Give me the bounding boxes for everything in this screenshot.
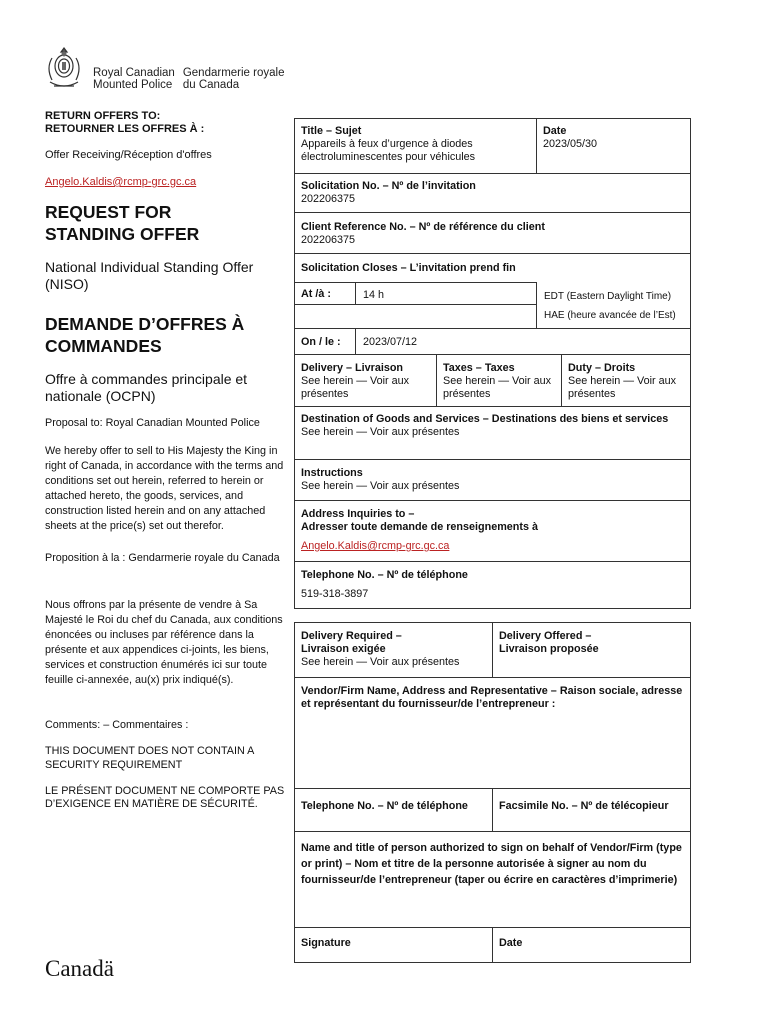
date-value: 2023/05/30 (543, 138, 598, 150)
client-ref-label: Client Reference No. – Nº de référence du client (301, 221, 545, 233)
delivery-offered-label-line1: Delivery Offered – (499, 630, 592, 642)
telephone-field (295, 566, 689, 604)
comments-label: Comments: – Commentaires : (45, 719, 189, 731)
delivery-offered-field[interactable] (493, 627, 689, 659)
destination-label: Destination of Goods and Services – Destinations des biens et services (301, 413, 669, 425)
solicitation-field (295, 177, 689, 209)
title-value-line2: électroluminescentes pour véhicules (301, 151, 476, 163)
vendor-telephone-field[interactable]: Telephone No. – Nº de téléphone (301, 800, 468, 812)
inquiries-field (295, 505, 689, 556)
on-label: On / le : (301, 336, 341, 348)
timezone-en: EDT (Eastern Daylight Time) (544, 291, 672, 302)
ocpn-line2: nationale (OCPN) (45, 388, 156, 404)
solicitation-value: 202206375 (301, 193, 356, 205)
timezone-fr: HAE (heure avancée de l’Est) (544, 310, 676, 321)
date-field (537, 122, 687, 154)
offer-text-en: We hereby offer to sell to His Majesty the King in right of Canada, in accordance with the terms and conditions set out herein, referred to herein or attached hereto, the goods, services, and construction listed herein and on any attached sheets at the price(s) set out therefor. (45, 445, 284, 532)
instructions-value: See herein — Voir aux présentes (301, 480, 460, 492)
signature-field[interactable]: Signature (301, 937, 351, 949)
taxes-label: Taxes – Taxes (443, 362, 515, 374)
title-en (45, 201, 285, 245)
inquiries-label-line1: Address Inquiries to – (301, 508, 415, 520)
proposal-fr: Proposition à la : Gendarmerie royale du Canada (45, 552, 280, 564)
delivery-required-label1: Delivery Required – (301, 630, 402, 642)
delivery-required-field (295, 627, 491, 672)
return-offers-fr: RETOURNER LES OFFRES À : (45, 122, 205, 135)
security-fr: LE PRÉSENT DOCUMENT NE COMPORTE PAS D’EXIGENCE EN MATIÈRE DE SÉCURITÉ. (45, 785, 285, 810)
instructions-label: Instructions (301, 467, 363, 479)
duty-field (562, 359, 690, 404)
rcmp-crest-icon (44, 44, 84, 90)
client-ref-field (295, 218, 689, 250)
destination-field (295, 410, 689, 442)
niso-label (45, 259, 285, 293)
title-label: Title – Sujet (301, 125, 362, 137)
telephone-value: 519-318-3897 (301, 588, 369, 600)
inquiries-label-line2: Adresser toute demande de renseignements à (301, 521, 539, 533)
title-fr-line2: COMMANDES (45, 336, 162, 356)
instructions-field (295, 464, 689, 496)
ocpn-line1: Offre à commandes principale et (45, 371, 248, 387)
title-fr (45, 313, 285, 357)
at-label: At /à : (301, 288, 331, 300)
org-name-fr-line2: du Canada (182, 79, 240, 91)
org-name-en-line1: Royal Canadian (93, 67, 175, 79)
delivery-field (295, 359, 435, 404)
offer-receiving: Offer Receiving/Réception d'offres (45, 149, 212, 161)
destination-value: See herein — Voir aux présentes (301, 426, 460, 438)
org-name-fr-line1: Gendarmerie royale (182, 67, 285, 79)
duty-label: Duty – Droits (568, 362, 636, 374)
security-en: THIS DOCUMENT DOES NOT CONTAIN A SECURITY REQUIREMENT (45, 745, 254, 771)
taxes-value: See herein — Voir aux présentes (443, 375, 552, 400)
telephone-label: Telephone No. – Nº de téléphone (301, 569, 468, 581)
title-fr-line1: DEMANDE D’OFFRES À (45, 314, 245, 334)
taxes-field (437, 359, 559, 404)
date-label: Date (543, 125, 567, 137)
delivery-value: See herein — Voir aux présentes (301, 375, 410, 400)
title-en-line1: REQUEST FOR (45, 202, 172, 222)
client-ref-value: 202206375 (301, 234, 356, 246)
offer-text-fr: Nous offrons par la présente de vendre à Sa Majesté le Roi du chef du Canada, aux conditions énoncées ou incluses par référence dans la présente et aux appendices ci-joints, les biens, services et construction énumérés ici sur toute feuille ci-annexée, au(x) prix indiqué(s). (45, 599, 283, 686)
delivery-offered-label-line2: Livraison proposée (499, 643, 599, 655)
delivery-required-label-line2: Livraison exigée (301, 643, 386, 655)
signature-date-field[interactable]: Date (499, 937, 523, 949)
at-value: 14 h (363, 289, 385, 301)
return-email-link[interactable]: Angelo.Kaldis@rcmp-grc.gc.ca (45, 176, 197, 188)
niso-line1: National Individual Standing Offer (45, 259, 254, 275)
vendor-fax-field[interactable]: Facsimile No. – Nº de télécopieur (499, 800, 669, 812)
vendor-field[interactable]: Vendor/Firm Name, Address and Representative – Raison sociale, adresse et représentant du fournisseur/de l’entrepreneur : (301, 685, 683, 710)
return-offers-en: RETURN OFFERS TO: (45, 110, 161, 122)
canada-wordmark: Canadä (45, 956, 114, 981)
delivery-label: Delivery – Livraison (301, 362, 404, 374)
title-value-line1: Appareils à feux d’urgence à diodes (301, 138, 473, 150)
proposal-en: Proposal to: Royal Canadian Mounted Police (45, 417, 260, 429)
return-offers-heading (45, 110, 285, 135)
closes-label: Solicitation Closes – L’invitation prend fin (301, 262, 516, 274)
organization-name (93, 67, 292, 91)
duty-value: See herein — Voir aux présentes (568, 375, 677, 400)
inquiries-email-link[interactable]: Angelo.Kaldis@rcmp-grc.gc.ca (301, 540, 450, 552)
authorized-person-field[interactable]: Name and title of person authorized to sign on behalf of Vendor/Firm (type or print) – Nom et titre de la personne autorisée à signer au nom du fournisseur/de l’entrepreneur (taper ou écrire en caractères d’imprimerie) (301, 842, 682, 886)
delivery-required-label-line1 (301, 630, 485, 643)
org-name-en-line2: Mounted Police (93, 79, 173, 91)
on-value: 2023/07/12 (363, 336, 418, 348)
title-field (295, 122, 535, 167)
niso-line2: (NISO) (45, 276, 89, 292)
solicitation-label: Solicitation No. – Nº de l’invitation (301, 180, 476, 192)
title-en-line2: STANDING OFFER (45, 224, 200, 244)
ocpn-label (45, 371, 285, 405)
delivery-required-value: See herein — Voir aux présentes (301, 656, 460, 668)
